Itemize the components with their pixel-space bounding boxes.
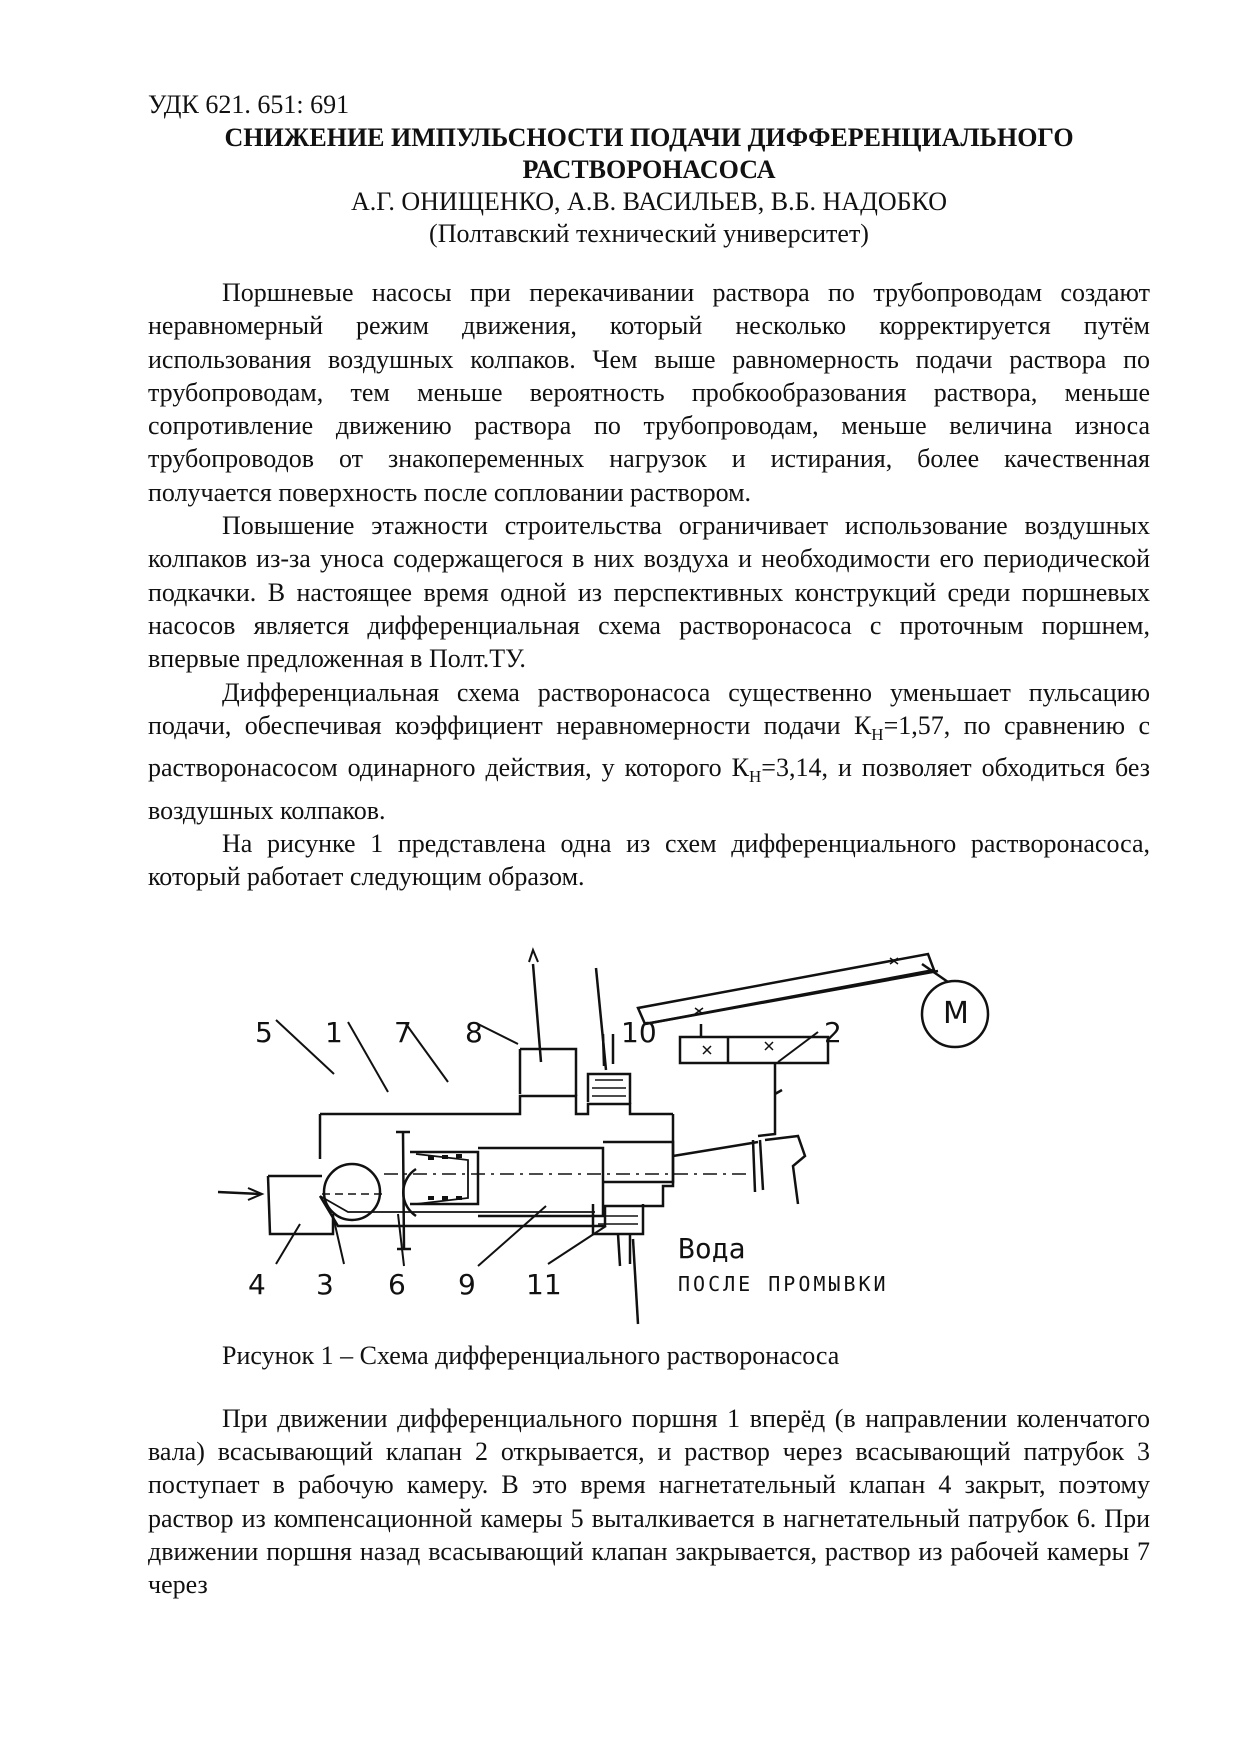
affiliation: (Полтавский технический университет): [429, 219, 869, 248]
piston-body: [478, 1148, 603, 1216]
pump-schematic: [148, 904, 1150, 1334]
paragraph-4: На рисунке 1 представлена одна из схем дифференциального растворонасоса, который работает следующим образом.: [148, 829, 1150, 892]
paper-title-line1: СНИЖЕНИЕ ИМПУЛЬСНОСТИ ПОДАЧИ ДИФФЕРЕНЦИАЛЬНОГО: [224, 123, 1074, 152]
label-7: 7: [394, 1015, 412, 1049]
connecting-rod: [673, 1142, 758, 1156]
p3-text-b: =1,57, по сравнению с растворонасосом одинарного действия, у которого К: [148, 710, 1150, 783]
paragraph-5: При движении дифференциального поршня 1 вперёд (в направлении коленчатого вала) всасывающий клапан 2 открывается, и раствор через всасывающий патрубок 3 поступает в рабочую камеру. В это время нагнетательный клапан 4 закрыт, поэтому раствор из компенсационной камеры 5 выталкивается в нагнетательный патрубок 6. При движении поршня назад всасывающий клапан закрывается, раствор из рабочей камеры 7 через: [148, 1403, 1150, 1600]
cylinder-top-wall: [320, 1096, 673, 1114]
leader-11: [548, 1226, 606, 1264]
inlet-arrow-line: [218, 1192, 260, 1194]
inlet-housing: [268, 1176, 333, 1234]
label-9: 9: [458, 1267, 476, 1301]
authors: А.Г. ОНИЩЕНКО, А.В. ВАСИЛЬЕВ, В.Б. НАДОБКО: [350, 187, 947, 216]
water-drain-line: [633, 1239, 638, 1324]
crank-vertical: [758, 1063, 782, 1136]
p3-sub-2: Н: [749, 767, 762, 787]
upper-valve-fill: [592, 1080, 626, 1096]
piston-rod: [603, 1142, 673, 1182]
label-after-wash: ПОСЛЕ ПРОМЫВКИ: [678, 1271, 889, 1296]
crank-arm: [753, 1136, 805, 1204]
leader-7: [406, 1024, 448, 1082]
label-5: 5: [255, 1015, 273, 1049]
label-1: 1: [325, 1015, 343, 1049]
figure-1: [148, 904, 1150, 1334]
paragraph-1: Поршневые насосы при перекачивании раствора по трубопроводам создают неравномерный режим движения, который несколько корректируется путём использования воздушных колпаков. Чем выше равномерность подачи раствора по трубопроводам, тем меньше вероятность пробкообразования раствора, меньше сопротивление движению раствора по трубопроводам, меньше величина износа трубопроводов от знакопеременных нагрузок и истирания, более качественная получается поверхность после сопловании раствором.: [148, 278, 1150, 507]
lower-valve-stem: [618, 1234, 630, 1266]
ball-valve-6: [403, 1169, 416, 1216]
spring-dots: [428, 1156, 462, 1198]
figure-caption: Рисунок 1 – Схема дифференциального растворонасоса: [222, 1340, 840, 1370]
paper-title-line2: РАСТВОРОНАСОСА: [522, 155, 776, 184]
label-10: 10: [621, 1015, 657, 1049]
outlet-arrow-head: [529, 950, 538, 962]
label-11: 11: [526, 1267, 562, 1301]
paragraph-3: [148, 676, 1150, 828]
paragraph-2: Повышение этажности строительства ограничивает использование воздушных колпаков из-за уноса содержащегося в них воздуха и необходимости его периодической подкачки. В настоящее время одной из перспективных конструкций среди поршневых насосов является дифференциальная схема растворонасоса с проточным поршнем, впервые предложенная в Полт.ТУ.: [148, 511, 1150, 674]
label-water: Вода: [678, 1231, 746, 1265]
leader-8: [478, 1024, 518, 1044]
gear-marks: [703, 1042, 773, 1054]
paper-page: [148, 90, 1150, 1602]
upper-valve-body: [588, 1074, 630, 1104]
p3-text-a: Дифференциальная схема растворонасоса существенно уменьшает пульсацию подачи, обеспечивая коэффициент неравномерности подачи К: [148, 677, 1150, 740]
label-6: 6: [388, 1267, 406, 1301]
label-motor: M: [943, 995, 969, 1031]
p3-text-c: =3,14, и позволяет обходиться без воздушных колпаков.: [148, 753, 1150, 825]
udk-code: УДК 621. 651: 691: [148, 90, 350, 119]
upper-valve-stem: [603, 1034, 613, 1066]
leader-1: [348, 1022, 388, 1092]
label-2: 2: [824, 1015, 842, 1049]
label-4: 4: [248, 1267, 266, 1301]
p3-sub-1: Н: [871, 725, 884, 745]
outlet-pipe: [520, 1049, 576, 1096]
piston-rod-marker: [396, 1132, 411, 1249]
label-3: 3: [316, 1267, 334, 1301]
leader-3: [333, 1216, 344, 1264]
outlet-arrow-line: [533, 964, 541, 1062]
leader-4: [276, 1224, 300, 1264]
label-8: 8: [465, 1015, 483, 1049]
belt-upper: [638, 954, 934, 1024]
